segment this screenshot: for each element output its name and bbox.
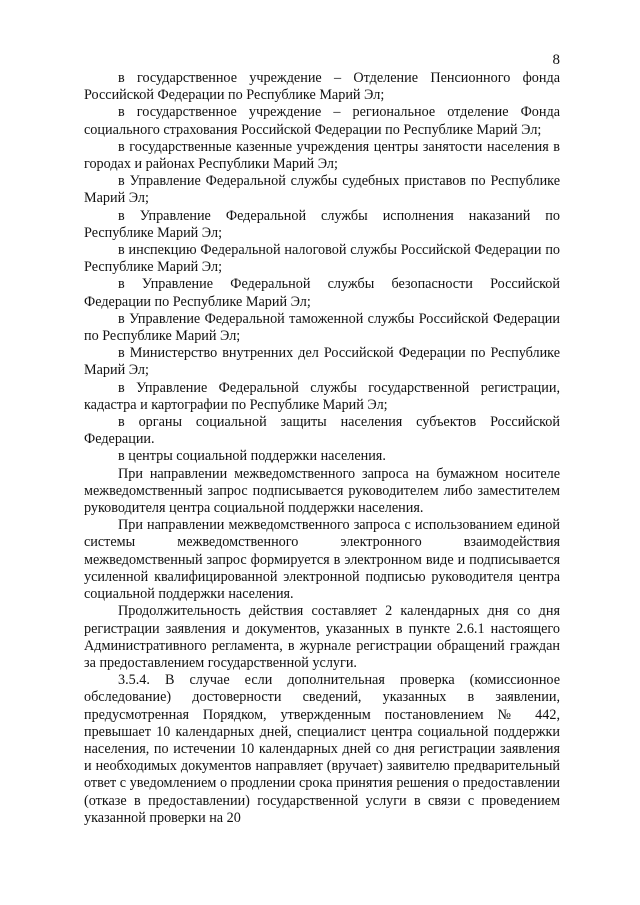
paragraph: в Управление Федеральной службы исполнения наказаний по Республике Марий Эл; xyxy=(84,207,560,241)
paragraph: в центры социальной поддержки населения. xyxy=(118,448,386,465)
paragraph: в Управление Федеральной службы государственной регистрации, кадастра и картографии по Республике Марий Эл; xyxy=(84,379,560,413)
paragraph: 3.5.4. В случае если дополнительная проверка (комиссионное обследование) достоверности сведений, указанных в заявлении, предусмотренная Порядком, утвержденным постановлением № 442, превышает 10 календарных дней, специалист центра социальной поддержки населения, по истечении 10 календарных дней со дня регистрации заявления и необходимых документов направляет (вручает) заявителю предварительный ответ с уведомлением о продлении срока принятия решения о предоставлении (отказе в предоставлении) государственной услуги в связи с проведением указанной проверки на 20 xyxy=(84,672,560,826)
paragraph: При направлении межведомственного запроса на бумажном носителе межведомственный запрос подписывается руководителем либо заместителем руководителя центра социальной поддержки населения. xyxy=(84,465,560,517)
page-number: 8 xyxy=(552,52,560,68)
paragraph: в Управление Федеральной службы судебных приставов по Республике Марий Эл; xyxy=(84,173,560,207)
paragraph: в органы социальной защиты населения субъектов Российской Федерации. xyxy=(84,414,560,448)
paragraph: в Управление Федеральной службы безопасности Российской Федерации по Республике Марий Эл; xyxy=(84,276,560,310)
paragraph: в Управление Федеральной таможенной службы Российской Федерации по Республике Марий Эл; xyxy=(84,310,560,345)
paragraph: в инспекцию Федеральной налоговой службы Российской Федерации по Республике Марий Эл; xyxy=(84,242,560,276)
paragraph: в государственное учреждение – Отделение Пенсионного фонда Российской Федерации по Республике Марий Эл; xyxy=(84,70,560,104)
paragraph: Продолжительность действия составляет 2 календарных дня со дня регистрации заявления и документов, указанных в пункте 2.6.1 настоящего Административного регламента, в журнале регистрации обращений граждан за предоставлением государственной услуги. xyxy=(84,603,560,671)
paragraph: в Министерство внутренних дел Российской Федерации по Республике Марий Эл; xyxy=(84,345,560,379)
paragraph: в государственные казенные учреждения центры занятости населения в городах и районах Республики Марий Эл; xyxy=(84,138,560,173)
paragraph: При направлении межведомственного запроса с использованием единой системы межведомственного электронного взаимодействия межведомственный запрос формируется в электронном виде и подписывается усиленной квалифицированной электронной подписью руководителя центра социальной поддержки населения. xyxy=(84,517,560,603)
document-body xyxy=(84,70,560,827)
paragraph: в государственное учреждение – региональное отделение Фонда социального страхования Российской Федерации по Республике Марий Эл; xyxy=(84,104,560,138)
